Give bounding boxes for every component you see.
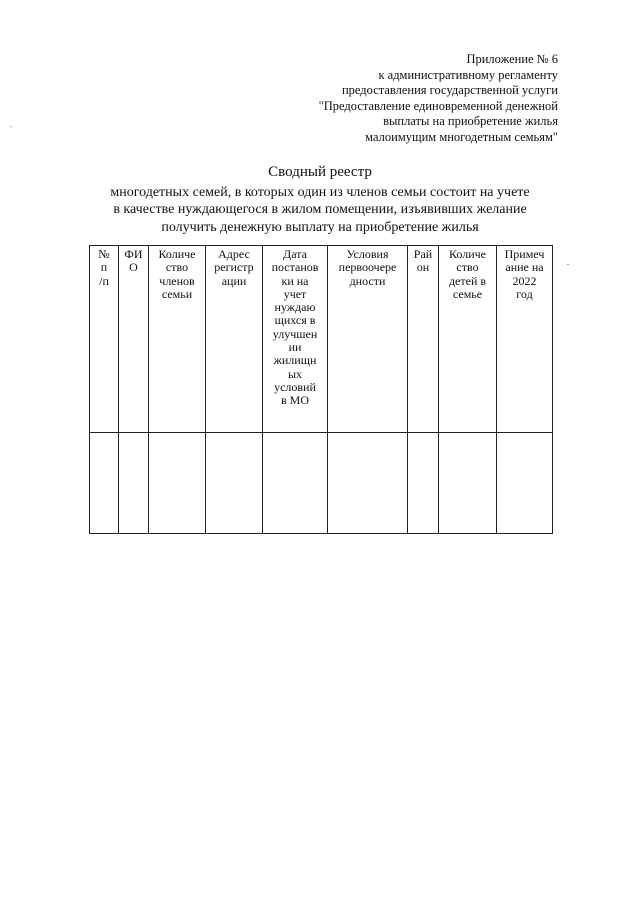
scan-speck xyxy=(10,126,12,127)
column-header-line: 2022 xyxy=(512,273,537,288)
appendix-header xyxy=(238,52,558,145)
table-cell xyxy=(119,433,149,534)
column-header xyxy=(497,246,553,433)
column-header xyxy=(263,246,328,433)
column-header-line: нуждаю xyxy=(274,300,316,315)
column-header-line: год xyxy=(516,286,533,301)
column-header-line: ание на xyxy=(505,260,544,275)
column-header-line: условий xyxy=(274,379,316,394)
appendix-line: Приложение № 6 xyxy=(466,52,558,66)
column-header xyxy=(149,246,206,433)
table-cell xyxy=(206,433,263,534)
column-header-line: жилищн xyxy=(273,353,317,368)
column-header-line: Количе xyxy=(158,247,196,261)
column-header-line: ых xyxy=(287,366,303,381)
column-header xyxy=(119,246,149,433)
column-header-line: первоочере xyxy=(338,260,397,275)
column-header-line: дности xyxy=(349,273,386,288)
column-header-line: семьи xyxy=(161,286,193,301)
column-header-line: ки на xyxy=(281,273,309,288)
document-heading xyxy=(80,164,560,236)
column-header xyxy=(328,246,408,433)
column-header-line: семье xyxy=(452,286,483,301)
column-header-line: ФИ xyxy=(124,247,143,261)
table-cell xyxy=(149,433,206,534)
column-header-line: п xyxy=(100,260,108,275)
column-header-line: Дата xyxy=(283,247,307,261)
column-header xyxy=(439,246,497,433)
column-header-line: членов xyxy=(159,273,195,288)
table-cell xyxy=(408,433,439,534)
scan-speck xyxy=(567,264,569,265)
document-subtitle-line: в качестве нуждающегося в жилом помещении, изъявивших желание xyxy=(113,202,527,217)
column-header-line: постанов xyxy=(271,260,319,275)
document-title: Сводный реестр xyxy=(268,164,372,180)
column-header-line: ство xyxy=(165,260,189,275)
column-header-line: учет xyxy=(283,286,307,301)
document-subtitle-line: многодетных семей, в которых один из членов семьи состоит на учете xyxy=(110,184,530,200)
column-header-line: Условия xyxy=(346,247,389,261)
column-header-line: он xyxy=(416,260,430,275)
registry-table xyxy=(89,245,553,534)
column-header-line: улучшен xyxy=(272,326,318,341)
appendix-line: малоимущим многодетным семьям" xyxy=(365,129,558,144)
column-header-line: щихся в xyxy=(274,313,316,328)
column-header xyxy=(90,246,119,433)
table-cell xyxy=(263,433,328,534)
table-cell xyxy=(439,433,497,534)
column-header-line: Рай xyxy=(413,247,433,261)
column-header-line: ии xyxy=(288,340,302,355)
column-header-line: Количе xyxy=(448,247,487,261)
column-header-line: детей в xyxy=(448,273,487,288)
column-header xyxy=(408,246,439,433)
column-header-line: ство xyxy=(456,260,479,275)
table-cell xyxy=(90,433,119,534)
column-header xyxy=(206,246,263,433)
appendix-line: предоставления государственной услуги xyxy=(341,83,558,97)
column-header-line: Адрес xyxy=(218,247,250,261)
column-header-line: Примеч xyxy=(504,247,545,261)
column-header-line: /п xyxy=(99,273,109,288)
column-header-line: О xyxy=(129,260,138,275)
appendix-line: к административному регламенту xyxy=(378,67,558,82)
column-header-line: регистр xyxy=(214,260,254,275)
appendix-line: выплаты на приобретение жилья xyxy=(383,114,558,128)
column-header-line: № xyxy=(98,247,110,261)
table-header-row xyxy=(90,246,553,433)
table-cell xyxy=(497,433,553,534)
column-header-line: ации xyxy=(221,273,247,288)
document-subtitle-line: получить денежную выплату на приобретение жилья xyxy=(161,219,479,235)
table-cell xyxy=(328,433,408,534)
appendix-line: "Предоставление единовременной денежной xyxy=(318,98,558,113)
table-row xyxy=(90,433,553,534)
column-header-line: в МО xyxy=(280,393,309,408)
